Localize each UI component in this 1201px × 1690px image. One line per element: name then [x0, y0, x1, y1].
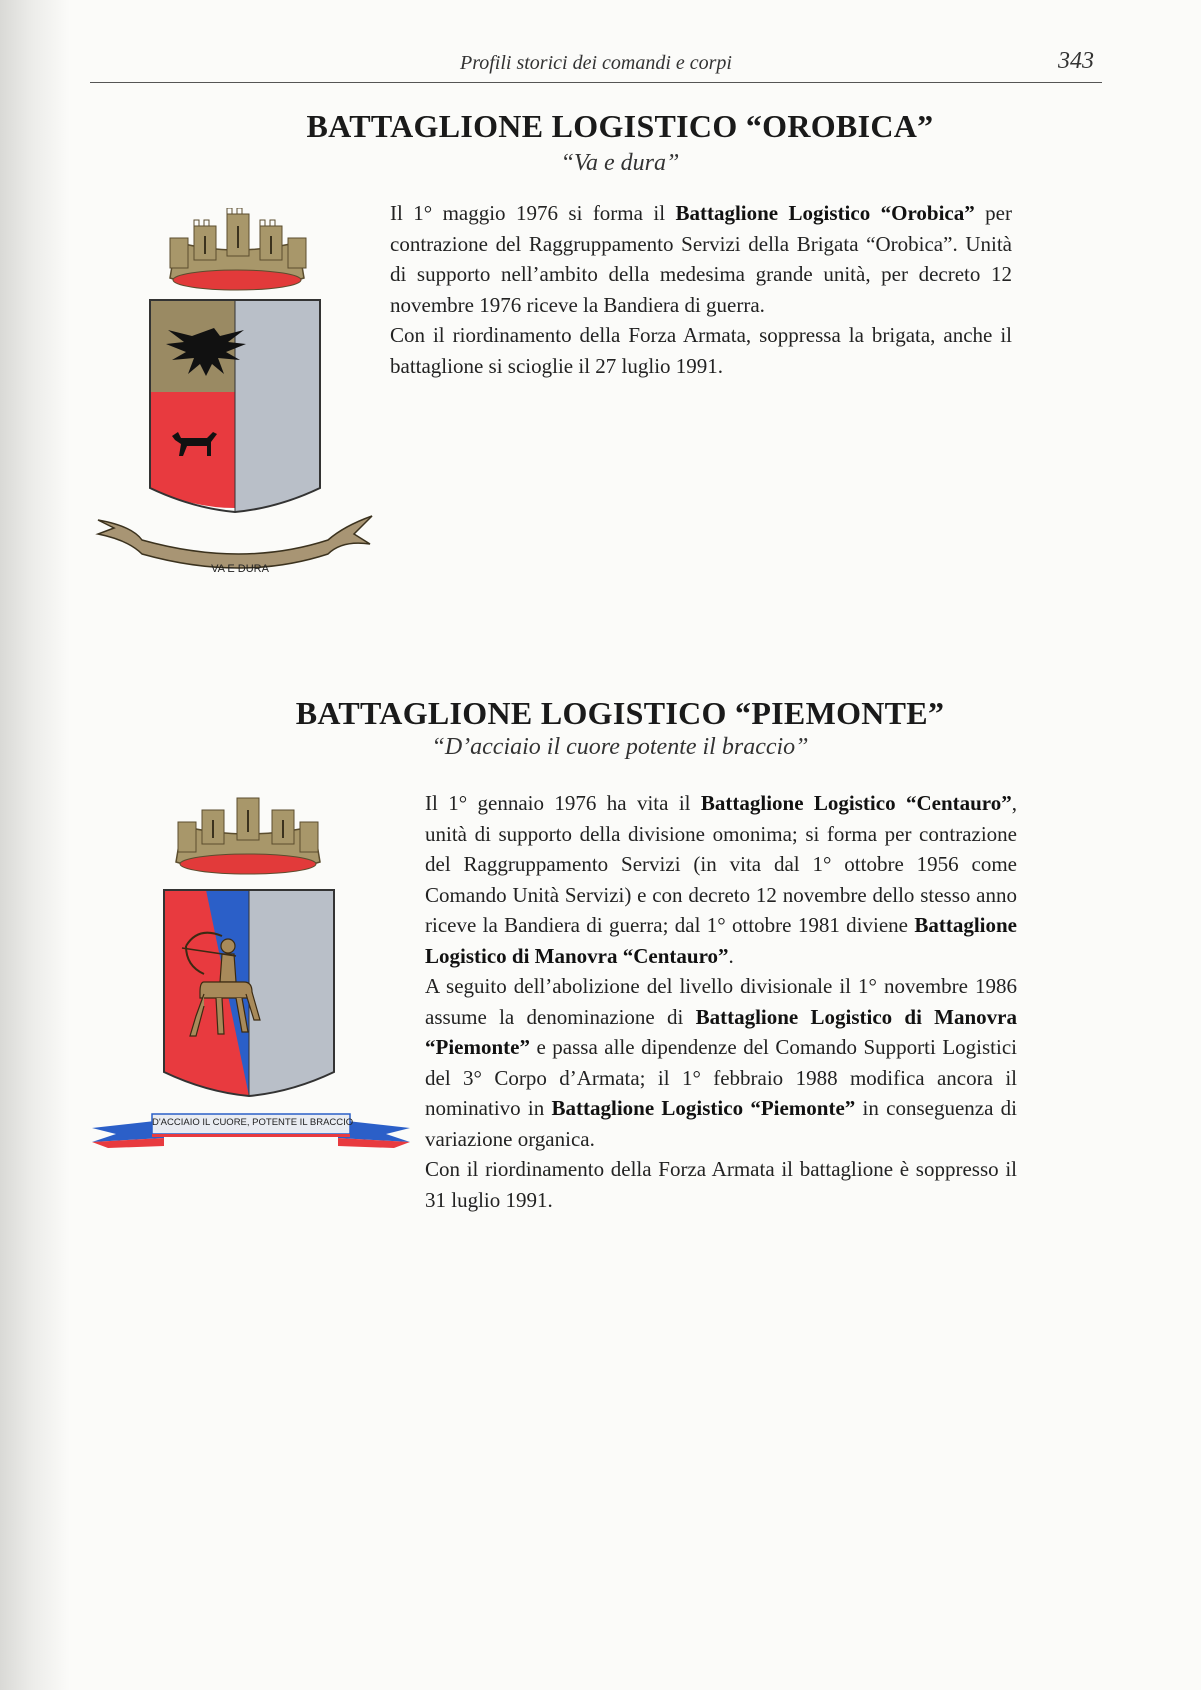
paragraph [425, 1154, 1017, 1215]
text-run: A seguito dell’abolizione del livello divisionale il 1° novembre 1986 assume la denominazione di [425, 974, 1017, 1029]
section-motto: “Va e dura” [560, 150, 680, 176]
section-body [425, 788, 1017, 1215]
text-run: Con il riordinamento della Forza Armata il battaglione è soppresso il 31 luglio 1991. [425, 1157, 1017, 1212]
text-run: Il 1° gennaio 1976 ha vita il [425, 791, 701, 815]
bold-run: Battaglione Logistico “Centauro” [700, 791, 1012, 815]
turreted-crown-icon [176, 798, 320, 874]
bold-run: Battaglione Logistico “Piemonte” [551, 1096, 856, 1120]
shield-icon [150, 300, 320, 512]
paragraph [390, 320, 1012, 381]
page-gutter-shadow [0, 0, 70, 1690]
emblem-ribbon-text: VA E DURA [211, 563, 269, 575]
section-motto: “D’acciaio il cuore potente il braccio” [431, 734, 809, 760]
motto-scroll-icon [98, 516, 372, 568]
bold-run: Battaglione Logistico “Orobica” [675, 201, 975, 225]
turreted-crown-icon [170, 208, 306, 290]
coat-of-arms-piemonte-icon [86, 796, 416, 1156]
text-run: e passa alle dipendenze del Comando Supporti Logistici del 3° Corpo d’Armata; il 1° febbraio 1988 modifica ancora il nominativo in [425, 1035, 1017, 1120]
text-run: Con il riordinamento della Forza Armata, soppressa la brigata, anche il battaglione si scioglie il 27 luglio 1991. [390, 323, 1012, 378]
running-header [90, 48, 1102, 83]
paragraph [425, 971, 1017, 1154]
paragraph [425, 788, 1017, 971]
bold-run: Battaglione Logistico di Manovra “Piemonte” [425, 1004, 1017, 1059]
section-title: BATTAGLIONE LOGISTICO “PIEMONTE” [295, 695, 945, 731]
text-run: Il 1° maggio 1976 si forma il [390, 201, 676, 225]
text-run: . [728, 943, 734, 968]
running-title: Profili storici dei comandi e corpi [459, 52, 732, 74]
shield-icon [164, 890, 334, 1096]
page-number: 343 [1058, 48, 1094, 74]
section-body [390, 198, 1012, 381]
text-run: per contrazione del Raggruppamento Servizi della Brigata “Orobica”. Unità di supporto nell’ambito della medesima grande unità, per decreto 12 novembre 1976 riceve la Bandiera di guerra. [390, 201, 1012, 317]
text-run: , unità di supporto della divisione omonima; si forma per contrazione del Raggruppamento Servizi (in vita dal 1° ottobre 1956 come Comando Unità Servizi) e con decreto 12 novembre dello stesso anno riceve la Bandiera di guerra; dal 1° ottobre 1981 diviene [425, 791, 1017, 937]
emblem-ribbon-text: D'ACCIAIO IL CUORE, POTENTE IL BRACCIO [152, 1117, 354, 1128]
section-title: BATTAGLIONE LOGISTICO “OROBICA” [306, 108, 934, 144]
text-run: in conseguenza di variazione organica. [425, 1096, 1017, 1151]
paragraph [390, 198, 1012, 320]
bold-run: Battaglione Logistico di Manovra “Centauro” [425, 913, 1017, 968]
